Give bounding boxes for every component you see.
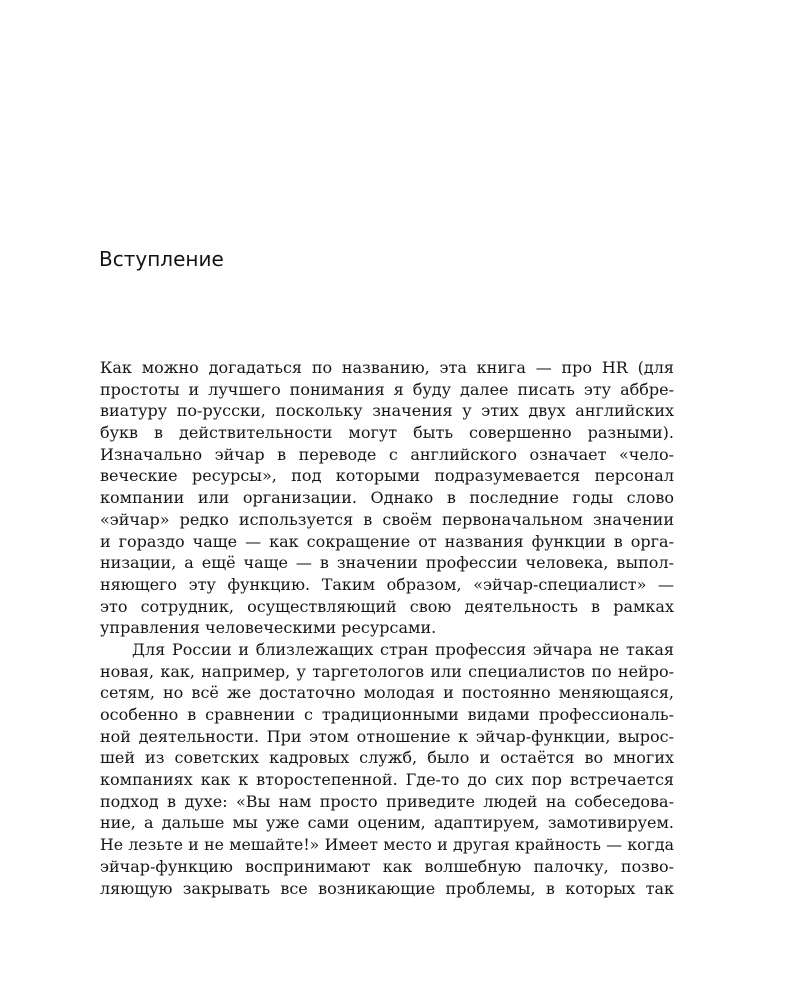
text-line: веческие ресурсы», под которыми подразумевается персонал — [100, 466, 674, 486]
text-line: Как можно догадаться по названию, эта книга — про HR (для — [100, 358, 674, 377]
paragraph-2 — [100, 639, 674, 899]
text-line: Для России и близлежащих стран профессия эйчара не такая — [132, 639, 674, 659]
text-line: особенно в сравнении с традиционными видами профессиональ- — [100, 705, 674, 724]
text-line: виатуру по-русски, поскольку значения у этих двух английских — [100, 401, 674, 421]
text-line: сетям, но всё же достаточно молодая и постоянно меняющаяся, — [100, 683, 674, 703]
text-line: «эйчар» редко используется в своём первоначальном значении — [100, 509, 674, 529]
text-line: компании или организации. Однако в последние годы слово — [100, 488, 674, 508]
text-line: подход в духе: «Вы нам просто приведите людей на собеседова- — [100, 791, 674, 811]
text-line: Изначально эйчар в переводе с английского означает «чело- — [100, 444, 674, 464]
text-line: простоты и лучшего понимания я буду далее писать эту аббре- — [100, 379, 674, 399]
text-line: эйчар-функцию воспринимают как волшебную палочку, позво- — [100, 856, 674, 876]
text-line: ляющую закрывать все возникающие проблемы, в которых так — [100, 878, 674, 898]
text-line: и гораздо чаще — как сокращение от названия функции в орга- — [100, 531, 674, 551]
text-line: букв в действительности могут быть совершенно разными). — [100, 423, 674, 443]
text-line: это сотрудник, осуществляющий свою деятельность в рамках — [100, 596, 674, 616]
paragraph-1 — [100, 357, 674, 639]
text-line: шей из советских кадровых служб, было и остаётся во многих — [100, 748, 674, 768]
text-line: ной деятельности. При этом отношение к эйчар-функции, вырос- — [100, 726, 674, 746]
text-line: управления человеческими ресурсами. — [100, 618, 437, 638]
text-line: новая, как, например, у таргетологов или специалистов по нейро- — [100, 661, 674, 681]
text-line: няющего эту функцию. Таким образом, «эйчар-специалист» — — [100, 574, 674, 594]
body-text — [100, 357, 674, 899]
text-line: ние, а дальше мы уже сами оценим, адаптируем, замотивируем. — [100, 813, 674, 833]
text-line: компаниях как к второстепенной. Где-то до сих пор встречается — [100, 770, 674, 790]
chapter-heading: Вступление — [99, 247, 224, 271]
text-line: Не лезьте и не мешайте!» Имеет место и другая крайность — когда — [100, 835, 674, 855]
text-line: низации, а ещё чаще — в значении профессии человека, выпол- — [100, 553, 674, 573]
